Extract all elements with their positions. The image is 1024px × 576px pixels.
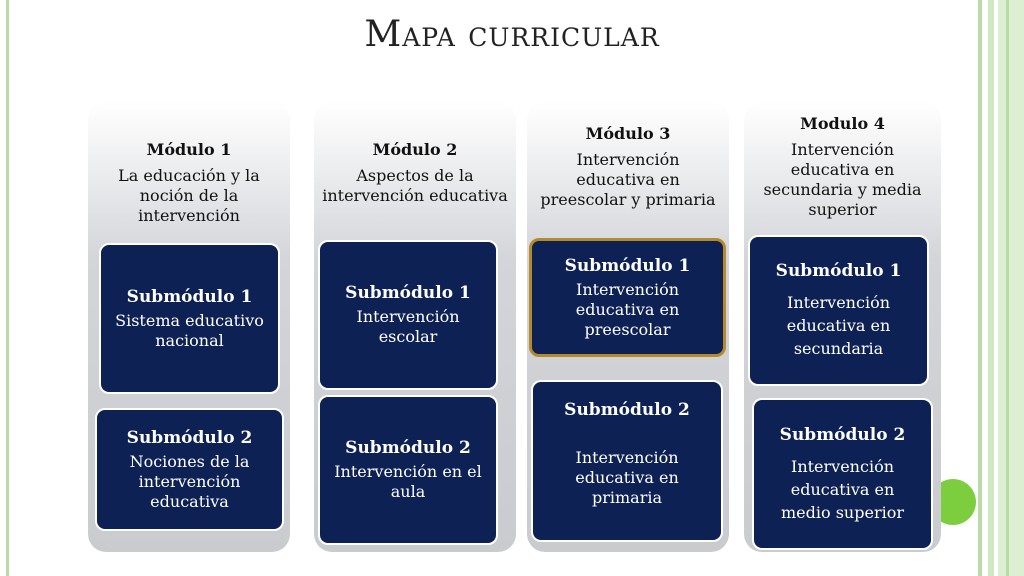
submodule-description: Intervención en el aula [334,462,482,501]
right-frame-stripe [1006,0,1009,576]
module-3-submodule-1 [529,238,726,357]
right-frame-band [988,0,994,576]
module-4-name: Modulo 4 [800,114,885,133]
submodule-name: Submódulo 2 [345,438,471,458]
left-frame-line [6,0,9,576]
module-2-header [314,140,516,206]
module-2-description: Aspectos de la intervención educativa [322,166,508,205]
module-1-description: La educación y la noción de la intervención [118,166,260,225]
module-3-description: Intervención educativa en preescolar y primaria [540,150,716,209]
submodule-name: Submódulo 2 [564,400,690,420]
module-3-name: Módulo 3 [585,124,671,143]
module-4-submodule-2 [752,398,933,550]
submodule-description: Intervención educativa en preescolar [575,279,680,339]
module-2-name: Módulo 2 [372,140,458,159]
module-4-submodule-1 [748,235,929,386]
submodule-name: Submódulo 2 [126,427,253,448]
page-title: Mapa curricular [364,14,660,55]
submodule-description: Intervención educativa en medio superior [781,456,904,522]
module-4-description: Intervención educativa en secundaria y media superior [763,140,922,219]
submodule-description: Intervención escolar [356,307,460,346]
submodule-description: Intervención educativa en secundaria [786,293,891,358]
submodule-description: Sistema educativo nacional [115,310,264,350]
module-1-name: Módulo 1 [146,140,232,159]
submodule-name: Submódulo 1 [775,261,902,281]
submodule-name: Submódulo 1 [564,255,691,276]
module-1-submodule-2 [95,408,284,531]
submodule-name: Submódulo 1 [345,283,471,303]
submodule-description: Intervención educativa en primaria [575,448,679,507]
module-2-submodule-1 [318,240,498,390]
module-4-header [744,114,941,220]
module-2-submodule-2 [318,395,498,545]
submodule-name: Submódulo 1 [126,286,253,307]
submodule-name: Submódulo 2 [779,424,906,445]
module-3-header [527,124,729,210]
submodule-description: Nociones de la intervención educativa [129,451,250,511]
right-frame-panel [998,0,1024,576]
module-3-submodule-2 [531,380,723,542]
module-1-header [88,140,290,226]
module-1-submodule-1 [99,243,280,394]
right-frame-line [978,0,982,576]
